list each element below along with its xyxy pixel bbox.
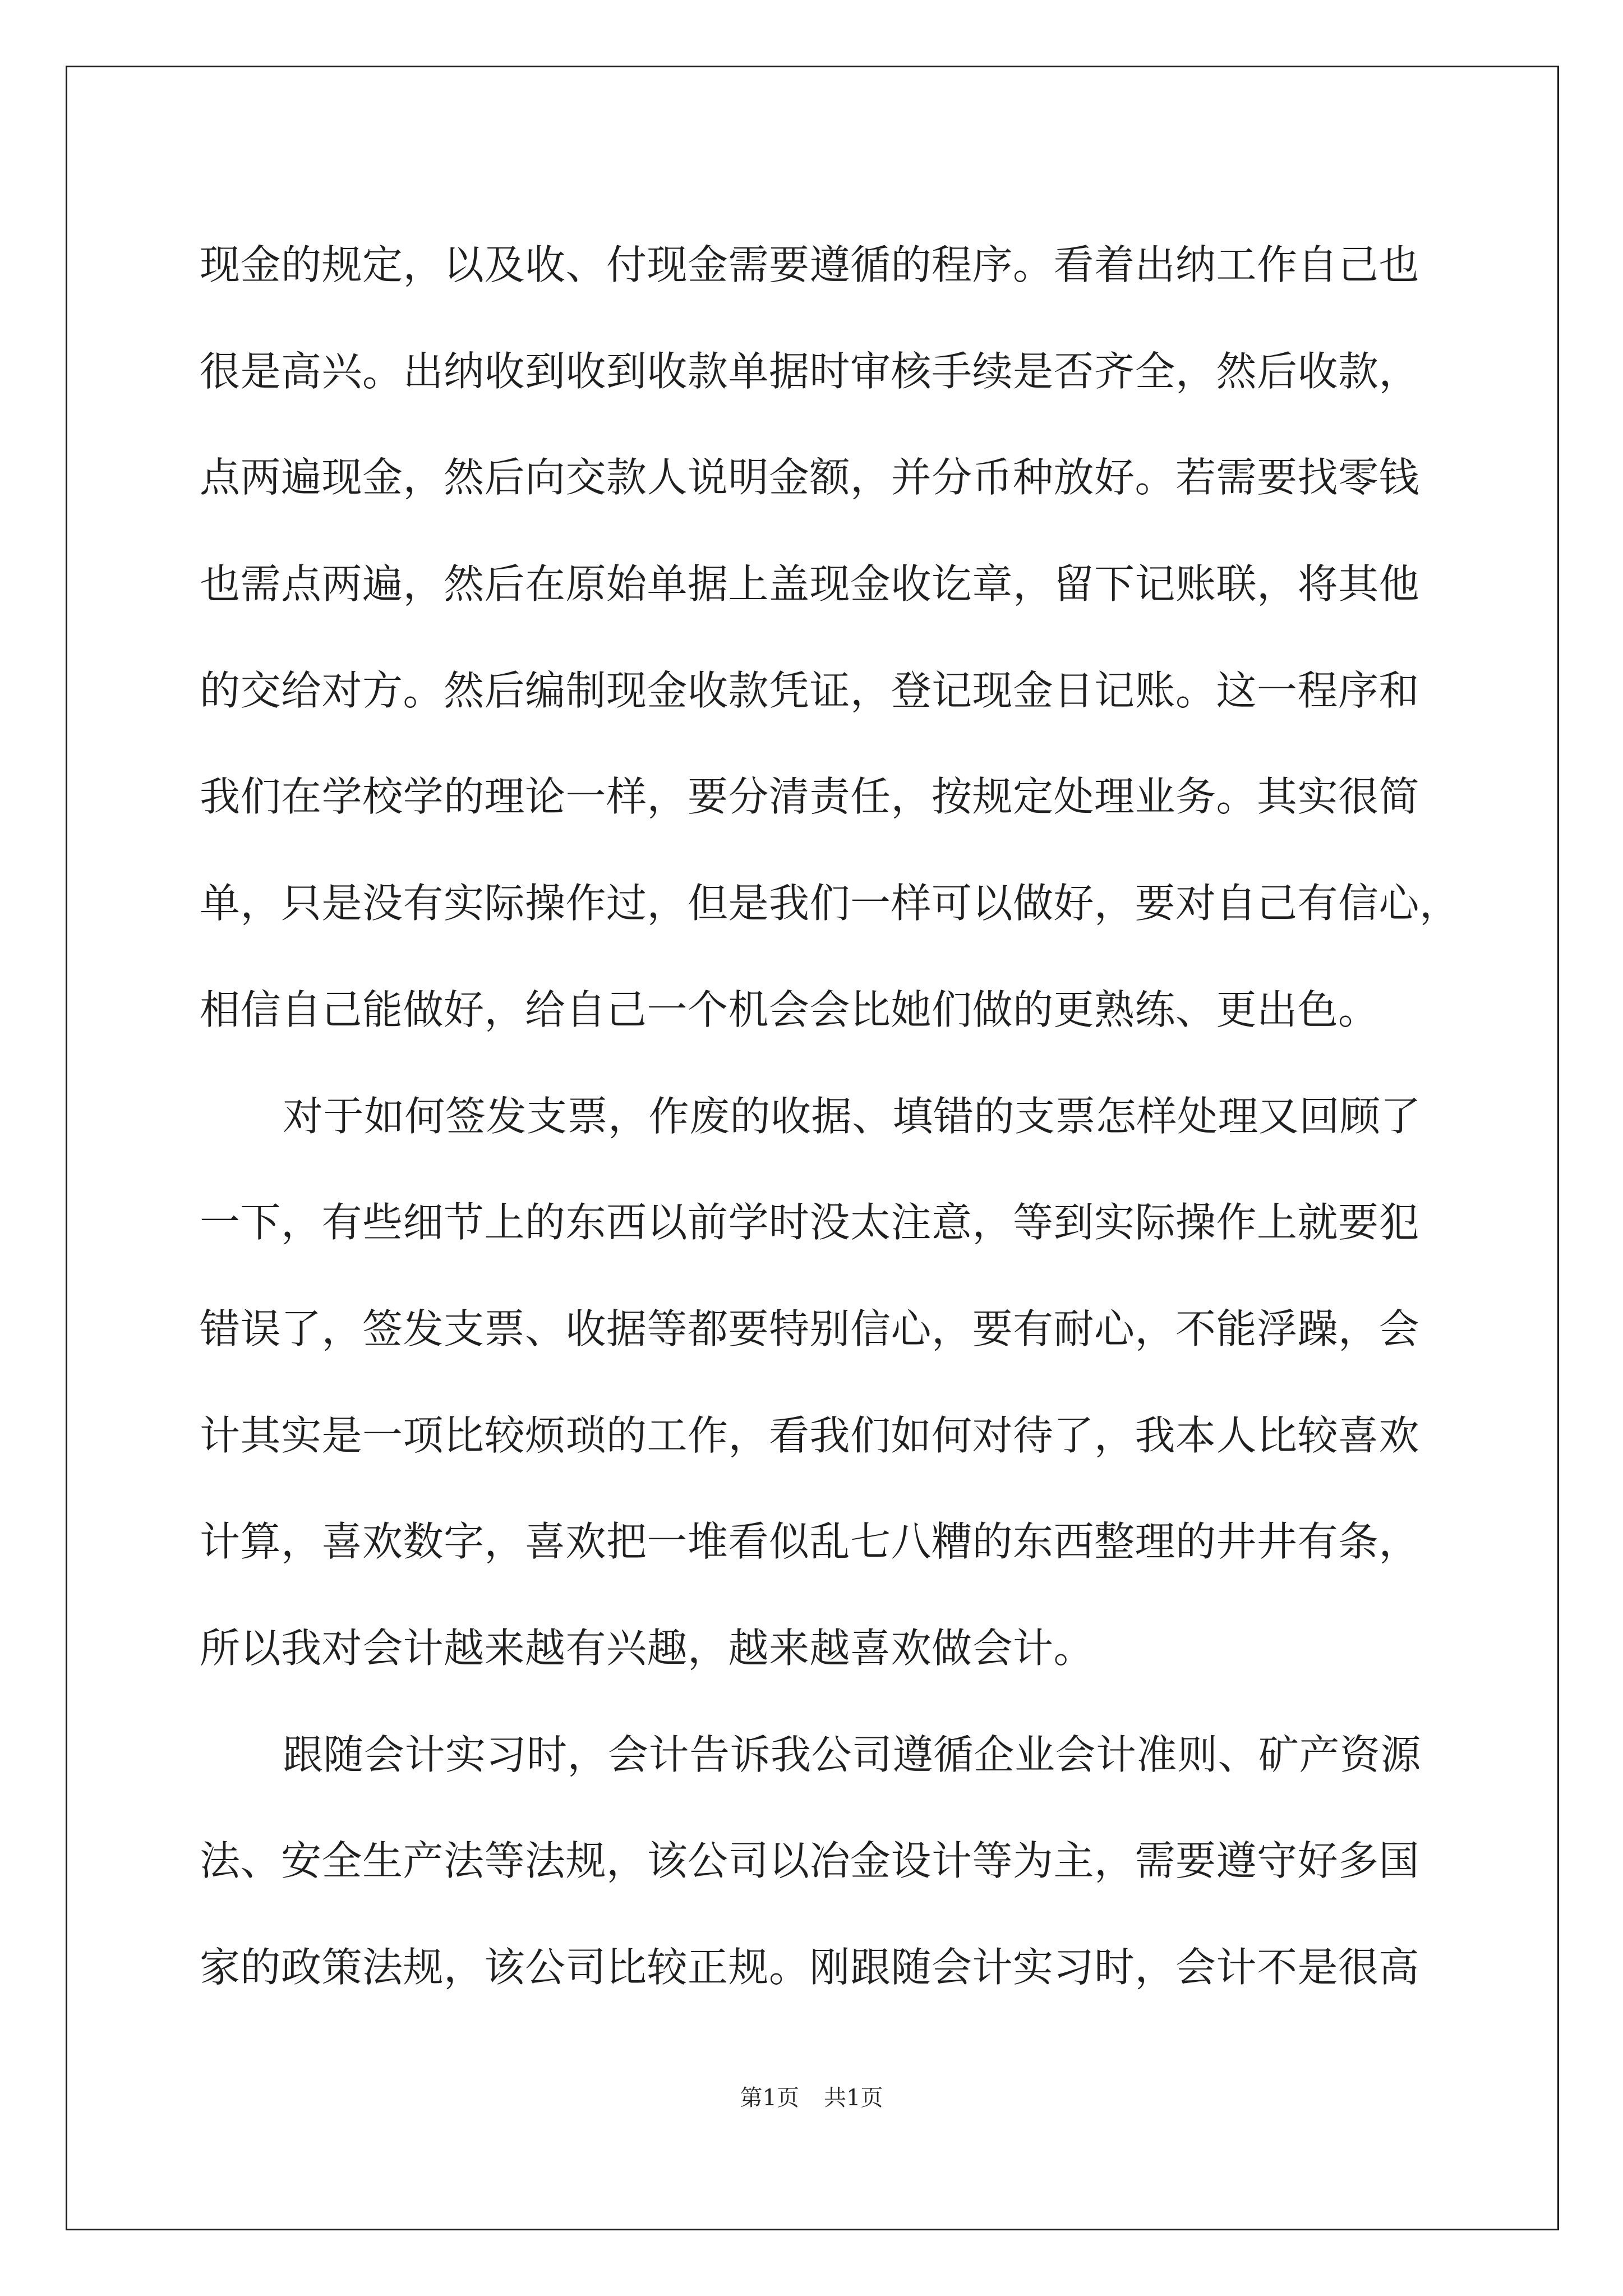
text-line: 的交给对方。然后编制现金收款凭证，登记现金日记账。这一程序和 (200, 666, 1420, 714)
page-footer (0, 2080, 1623, 2112)
text-line: 错误了，签发支票、收据等都要特别信心，要有耐心，不能浮躁，会 (200, 1305, 1420, 1352)
paragraph-start-line: 对于如何签发支票，作废的收据、填错的支票怎样处理又回顾了 (283, 1092, 1422, 1140)
text-line: 点两遍现金，然后向交款人说明金额，并分币种放好。若需要找零钱 (200, 454, 1420, 501)
text-line: 家的政策法规，该公司比较正规。刚跟随会计实习时，会计不是很高 (200, 1944, 1420, 1991)
text-line: 现金的规定，以及收、付现金需要遵循的程序。看着出纳工作自己也 (200, 241, 1420, 288)
page-total: 共1页 (824, 2085, 883, 2111)
text-line: 单，只是没有实际操作过，但是我们一样可以做好，要对自己有信心， (200, 880, 1460, 927)
text-line: 计算，喜欢数字，喜欢把一堆看似乱七八糟的东西整理的井井有条， (200, 1518, 1420, 1566)
text-line: 计其实是一项比较烦琐的工作，看我们如何对待了，我本人比较喜欢 (200, 1411, 1420, 1459)
text-line: 所以我对会计越来越有兴趣，越来越喜欢做会计。 (200, 1624, 1095, 1672)
text-line: 法、安全生产法等法规，该公司以冶金设计等为主，需要遵守好多国 (200, 1837, 1420, 1885)
page-number: 第1页 (740, 2085, 799, 2111)
text-line: 我们在学校学的理论一样，要分清责任，按规定处理业务。其实很简 (200, 773, 1420, 821)
paragraph-start-line: 跟随会计实习时，会计告诉我公司遵循企业会计准则、矿产资源 (283, 1731, 1422, 1778)
text-line: 也需点两遍，然后在原始单据上盖现金收讫章，留下记账联，将其他 (200, 560, 1420, 608)
text-line: 相信自己能做好，给自己一个机会会比她们做的更熟练、更出色。 (200, 986, 1379, 1033)
document-body (200, 212, 1460, 2021)
text-line: 很是高兴。出纳收到收到收款单据时审核手续是否齐全，然后收款， (200, 347, 1420, 395)
text-line: 一下，有些细节上的东西以前学时没太注意，等到实际操作上就要犯 (200, 1199, 1420, 1246)
